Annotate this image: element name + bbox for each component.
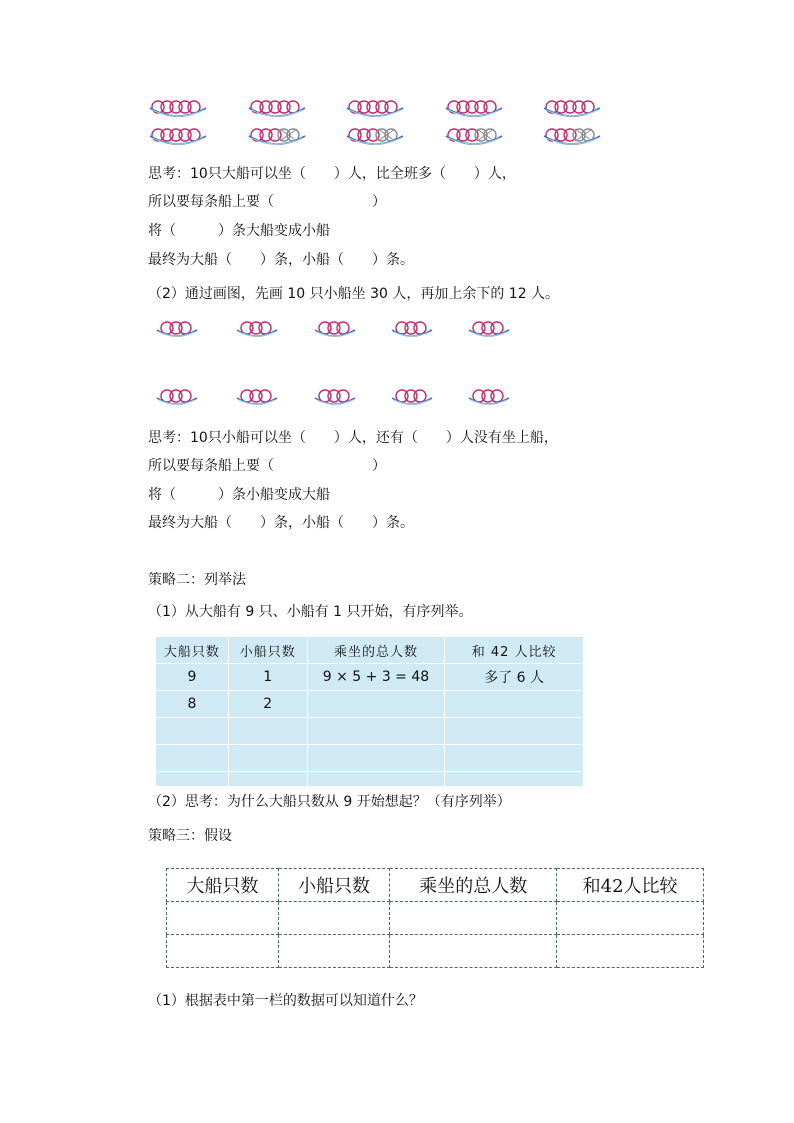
table-cell bbox=[557, 902, 704, 935]
table-cell bbox=[445, 691, 584, 718]
table-header-row bbox=[167, 869, 704, 902]
table-cell bbox=[307, 772, 445, 787]
table-row bbox=[156, 745, 584, 772]
table-cell bbox=[307, 691, 445, 718]
final-line-2: 最终为大船（ ）条，小船（ ）条。 bbox=[148, 515, 414, 531]
table-cell: 9 × 5 + 3 = 48 bbox=[307, 664, 445, 691]
table-cell bbox=[156, 772, 229, 787]
table-cell bbox=[167, 902, 279, 935]
small-boat-illustration-1 bbox=[0, 316, 794, 346]
strategy2-question: （2）思考：为什么大船只数从 9 开始想起？（有序列举） bbox=[148, 794, 511, 810]
strategy3-question: （1）根据表中第一栏的数据可以知道什么？ bbox=[148, 993, 423, 1009]
table-header-cell: 小船只数 bbox=[278, 869, 390, 902]
table-cell bbox=[228, 718, 307, 745]
think-line-2: 思考：10只小船可以坐（ ）人，还有（ ）人没有坐上船， bbox=[148, 430, 558, 446]
table-cell bbox=[278, 902, 390, 935]
table-header-row bbox=[156, 637, 584, 664]
table-cell: 8 bbox=[156, 691, 229, 718]
table-row bbox=[156, 718, 584, 745]
table-header-cell: 乘坐的总人数 bbox=[390, 869, 557, 902]
reason-line-1: 所以要每条船上要（ ） bbox=[148, 194, 386, 210]
table-row bbox=[156, 691, 584, 718]
strategy2-title: 策略二：列举法 bbox=[148, 572, 246, 588]
table-cell bbox=[445, 772, 584, 787]
table-cell bbox=[278, 935, 390, 968]
change-line-2: 将（ ）条小船变成大船 bbox=[148, 487, 330, 503]
table-row bbox=[156, 664, 584, 691]
table-row bbox=[167, 935, 704, 968]
table-cell bbox=[390, 902, 557, 935]
small-boat-illustration-2 bbox=[0, 384, 794, 414]
table-cell bbox=[156, 718, 229, 745]
table-header-cell: 和42人比较 bbox=[557, 869, 704, 902]
change-line-1: 将（ ）条大船变成小船 bbox=[148, 223, 330, 239]
table-cell bbox=[307, 745, 445, 772]
table-cell: 2 bbox=[228, 691, 307, 718]
table-cell: 9 bbox=[156, 664, 229, 691]
table-header-cell: 小船只数 bbox=[228, 637, 307, 664]
table-cell bbox=[228, 745, 307, 772]
table-cell bbox=[557, 935, 704, 968]
table-cell bbox=[307, 718, 445, 745]
strategy3-title: 策略三：假设 bbox=[148, 828, 232, 844]
big-boat-illustration bbox=[0, 96, 794, 156]
table-header-cell: 和 42 人比较 bbox=[445, 637, 584, 664]
small-boat-row-1 bbox=[0, 316, 794, 376]
table-cell bbox=[167, 935, 279, 968]
think-line-1: 思考：10只大船可以坐（ ）人，比全班多（ ）人， bbox=[148, 166, 516, 182]
table-header-cell: 乘坐的总人数 bbox=[307, 637, 445, 664]
table-cell bbox=[228, 772, 307, 787]
table-cell bbox=[390, 935, 557, 968]
section2-title: （2）通过画图，先画 10 只小船坐 30 人，再加上余下的 12 人。 bbox=[148, 286, 560, 302]
table-cell bbox=[445, 745, 584, 772]
table-row bbox=[167, 902, 704, 935]
table-cell: 多了 6 人 bbox=[445, 664, 584, 691]
assumption-table bbox=[166, 868, 704, 968]
table-row bbox=[156, 772, 584, 787]
table-header-cell: 大船只数 bbox=[156, 637, 229, 664]
big-boat-rows-illustration bbox=[0, 96, 794, 156]
table-cell bbox=[445, 718, 584, 745]
final-line-1: 最终为大船（ ）条，小船（ ）条。 bbox=[148, 252, 414, 268]
table-cell: 1 bbox=[228, 664, 307, 691]
enumeration-table bbox=[155, 636, 584, 787]
strategy2-instruction: （1）从大船有 9 只、小船有 1 只开始，有序列举。 bbox=[148, 604, 473, 620]
table-header-cell: 大船只数 bbox=[167, 869, 279, 902]
table-cell bbox=[156, 745, 229, 772]
reason-line-2: 所以要每条船上要（ ） bbox=[148, 458, 386, 474]
